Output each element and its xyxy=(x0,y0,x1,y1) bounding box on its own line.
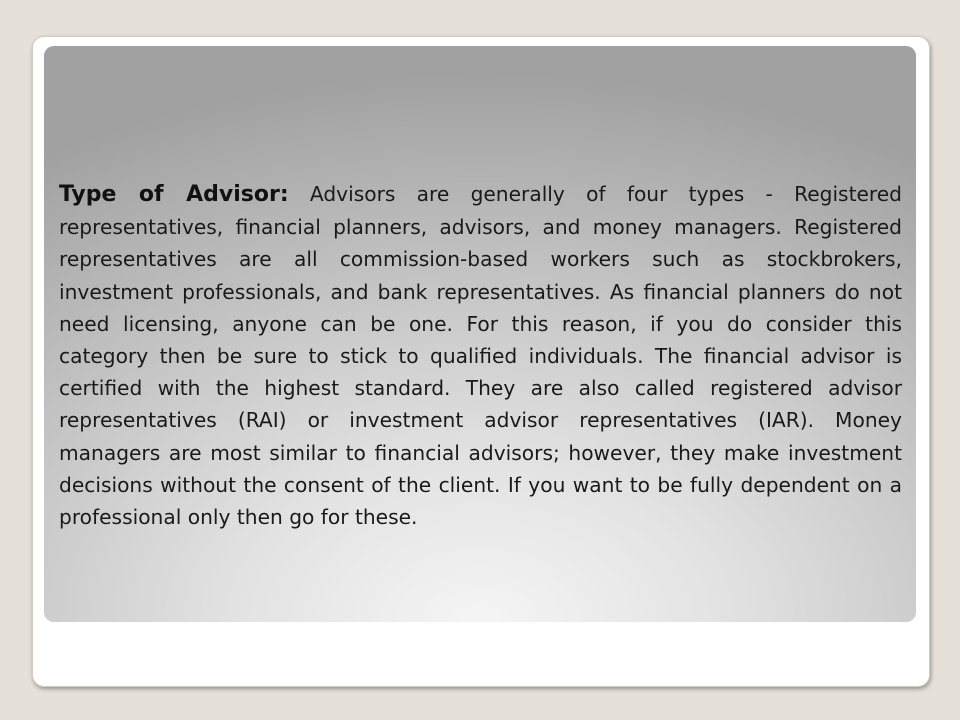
body-paragraph: Advisors are generally of four types - Registered representatives, financial planners, advisors, and money managers. Registered representatives are all commission-based workers such as stockbrokers, investment professionals, and bank representatives. As financial planners do not need licensing, anyone can be one. For this reason, if you do consider this category then be sure to stick to qualified individuals. The financial advisor is certified with the highest standard. They are also called registered advisor representatives (RAI) or investment advisor representatives (IAR). Money managers are most similar to financial advisors; however, they make investment decisions without the consent of the client. If you want to be fully dependent on a professional only then go for these. xyxy=(59,182,902,530)
slide-body-text xyxy=(59,178,902,533)
lead-in-heading: Type of Advisor: xyxy=(59,182,289,207)
